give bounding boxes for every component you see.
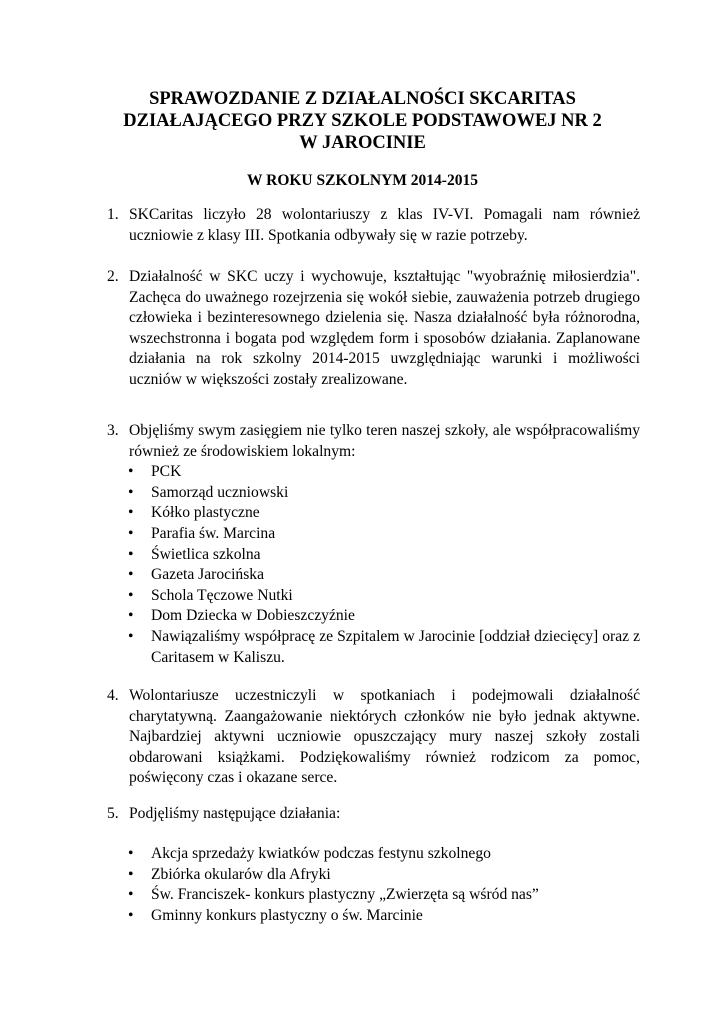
section-3	[107, 421, 640, 668]
list-item: • Gminny konkurs plastyczny o św. Marcinie	[128, 906, 423, 924]
section-4	[107, 686, 640, 789]
document-title-line-3: W JAROCINIE	[299, 133, 426, 153]
document-title-line-1: SPRAWOZDANIE Z DZIAŁALNOŚCI SKCARITAS	[149, 89, 576, 109]
section-text: SKCaritas liczyło 28 wolontariuszy z klas IV-VI. Pomagali nam również uczniowie z klasy III. Spotkania odbywały się w razie potrzeby.	[129, 206, 640, 244]
list-item: • Nawiązaliśmy współpracę ze Szpitalem w Jarocinie [oddział dziecięcy] oraz z Caritasem w Kaliszu.	[128, 627, 640, 666]
section-1	[107, 205, 640, 246]
list-item: • Kółko plastyczne	[128, 504, 260, 522]
section-text: Wolontariusze uczestniczyli w spotkaniach i podejmowali działalność charytatywną. Zaangażowanie niektórych członków nie było jednak aktywne. Najbardziej aktywni uczniowie opuszczający mury naszej szkoły zostali obdarowani książkami. Podziękowaliśmy również rodzicom za pomoc, poświęcony czas i okazane serce.	[129, 687, 640, 787]
list-item: • Parafia św. Marcina	[128, 524, 276, 542]
section-2	[107, 267, 640, 391]
activities-list	[107, 844, 640, 926]
list-item: • Gazeta Jarocińska	[128, 566, 264, 584]
document-title-line-2: DZIAŁAJĄCEGO PRZY SZKOLE PODSTAWOWEJ NR 2	[123, 111, 602, 131]
section-5	[107, 804, 640, 825]
section-text: Działalność w SKC uczy i wychowuje, kształtując "wyobraźnię miłosierdzia". Zachęca do uważnego rozejrzenia się wokół siebie, zauważenia potrzeb drugiego człowieka i bezinteresownego dzielenia się. Nasza działalność była różnorodna, wszechstronna i bogata pod względem form i sposobów działania. Zaplanowane działania na rok szkolny 2014-2015 uwzględniając warunki i możliwości uczniów w większości zostały zrealizowane.	[129, 268, 640, 388]
section-number: 4.	[107, 687, 119, 704]
section-text: Objęliśmy swym zasięgiem nie tylko teren naszej szkoły, ale współpracowaliśmy również ze środowiskiem lokalnym:	[129, 422, 640, 460]
list-item: • Schola Tęczowe Nutki	[128, 586, 293, 604]
section-text: Podjęliśmy następujące działania:	[129, 805, 341, 822]
section-number: 1.	[107, 206, 119, 223]
list-item: • Zbiórka okularów dla Afryki	[128, 865, 331, 883]
list-item: • Świetlica szkolna	[128, 545, 261, 563]
partners-list	[107, 462, 640, 668]
list-item: • Dom Dziecka w Dobieszczyźnie	[128, 607, 355, 625]
section-number: 2.	[107, 268, 119, 285]
list-item: • Św. Franciszek- konkurs plastyczny „Zwierzęta są wśród nas”	[128, 886, 539, 904]
list-item: • Akcja sprzedaży kwiatków podczas festynu szkolnego	[128, 845, 491, 862]
section-number: 5.	[107, 805, 119, 822]
list-item: • PCK	[128, 463, 182, 481]
section-number: 3.	[107, 422, 119, 439]
document-subtitle: W ROKU SZKOLNYM 2014-2015	[247, 172, 478, 189]
list-item: • Samorząd uczniowski	[128, 483, 289, 501]
activities-block	[107, 844, 640, 926]
